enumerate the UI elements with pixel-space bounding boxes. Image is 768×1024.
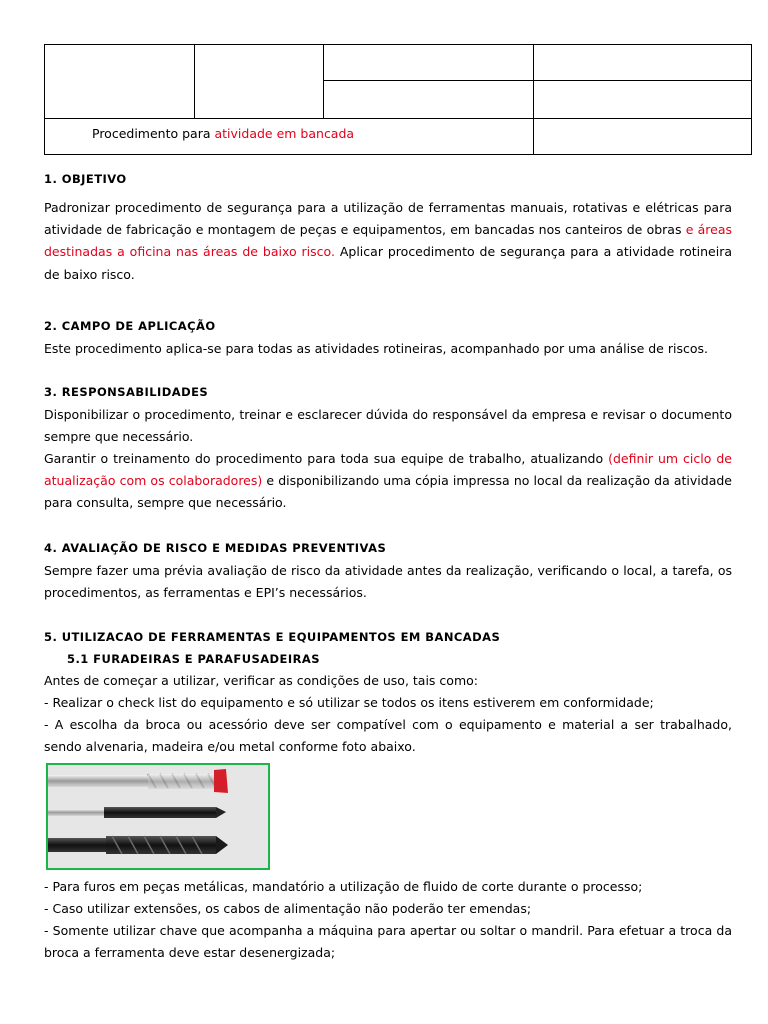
- section-3-paragraph-2: Garantir o treinamento do procedimento para toda sua equipe de trabalho, atualizando (definir um ciclo de atualização com os colaboradores) e disponibilizando uma cópia impressa no local da realização da atividade para consulta, sempre que necessário.: [44, 451, 732, 511]
- section-5-1-heading: 5.1 FURADEIRAS E PARAFUSADEIRAS: [67, 652, 320, 666]
- section-2-paragraph: Este procedimento aplica-se para todas as atividades rotineiras, acompanhado por uma análise de riscos.: [44, 341, 708, 356]
- section-3-paragraph-1: Disponibilizar o procedimento, treinar e esclarecer dúvida do responsável da empresa e revisar o documento sempre que necessário.: [44, 407, 732, 445]
- section-2-heading: 2. CAMPO DE APLICAÇÃO: [44, 319, 216, 333]
- section-3-heading: 3. RESPONSABILIDADES: [44, 385, 209, 399]
- section-5-heading: 5. UTILIZACAO DE FERRAMENTAS E EQUIPAMENTOS EM BANCADAS: [44, 630, 501, 644]
- bullet-broca-choice: - A escolha da broca ou acessório deve ser compatível com o equipamento e material a ser trabalhado, sendo alvenaria, madeira e/ou metal conforme foto abaixo.: [44, 717, 732, 755]
- section-4-paragraph: Sempre fazer uma prévia avaliação de risco da atividade antes da realização, verificando o local, a tarefa, os procedimentos, as ferramentas e EPI’s necessários.: [44, 563, 732, 601]
- drill-bits-photo: [46, 763, 270, 870]
- document-title: Procedimento para atividade em bancada: [92, 126, 355, 141]
- bullet-chuck-key: - Somente utilizar chave que acompanha a máquina para apertar ou soltar o mandril. Para efetuar a troca da broca a ferramenta deve estar desenergizada;: [44, 923, 732, 961]
- bullet-metal-holes: - Para furos em peças metálicas, mandatório a utilização de fluido de corte durante o processo;: [44, 879, 643, 894]
- section-1-paragraph: Padronizar procedimento de segurança para a utilização de ferramentas manuais, rotativas e elétricas para atividade de fabricação e montagem de peças e equipamentos, em bancadas nos canteiros de obras e áreas destinadas a oficina nas áreas de baixo risco. Aplicar procedimento de segurança para a atividade rotineira de baixo risco.: [44, 200, 732, 282]
- section-1-heading: 1. OBJETIVO: [44, 172, 127, 186]
- bullet-extensions: - Caso utilizar extensões, os cabos de alimentação não poderão ter emendas;: [44, 901, 532, 916]
- header-table: [44, 44, 752, 155]
- section-4-heading: 4. AVALIAÇÃO DE RISCO E MEDIDAS PREVENTIVAS: [44, 541, 387, 555]
- bullet-checklist: - Realizar o check list do equipamento e só utilizar se todos os itens estiverem em conformidade;: [44, 695, 654, 710]
- section-5-intro: Antes de começar a utilizar, verificar as condições de uso, tais como:: [44, 673, 478, 688]
